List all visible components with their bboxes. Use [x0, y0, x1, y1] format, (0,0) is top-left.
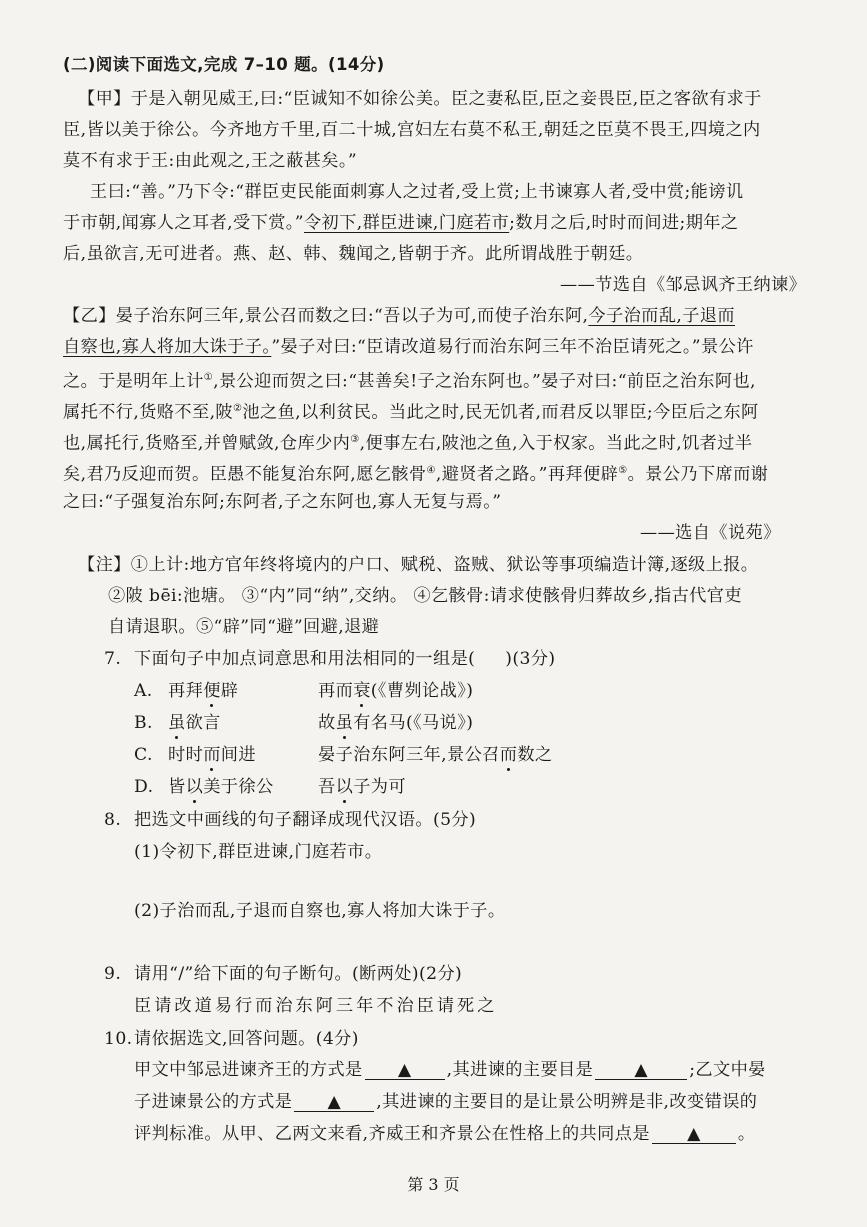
q10-line-3 [134, 1123, 756, 1145]
yi-text: 属托不行,货赂不至,陂 [63, 402, 234, 423]
jia-line-3: 莫不有求于王:由此观之,王之蔽甚矣。” [63, 151, 358, 171]
yi-text: 之。于是明年上计 [63, 371, 204, 392]
q10-text: ,其进谏的主要目是 [446, 1060, 594, 1080]
jia-source: ——节选自《邹忌讽齐王纳谏》 [560, 275, 807, 295]
yi-source: ——选自《说苑》 [640, 523, 781, 543]
note-line-2: ②陂 bēi:池塘。 ③“内”同“纳”,交纳。 ④乞骸骨:请求使骸骨归葬故乡,指古代官吏 [108, 586, 742, 606]
underlined-sentence-2a: 今子治而乱,子退而 [588, 306, 735, 326]
jia-line-4: 王曰:“善。”乃下令:“群臣吏民能面刺寡人之过者,受上赏;上书谏寡人者,受中赏;能谤讥 [90, 182, 744, 202]
q7-option-b-right: 故虽有名马(《马说》) [318, 713, 474, 733]
jia-text: 于市朝,闻寡人之耳者,受下赏。” [63, 213, 304, 233]
q7-option-b-left: 虽欲言 [168, 713, 221, 733]
q8-sentence-2: (2)子治而乱,子退而自察也,寡人将加大诛于子。 [134, 901, 506, 921]
q10-line-2 [134, 1091, 757, 1113]
q7-option-c-right: 晏子治东阿三年,景公召而数之 [318, 745, 553, 765]
yi-text: ,避贤者之路。”再拜便辟 [435, 464, 619, 485]
note-ref-2: ② [233, 403, 243, 414]
dotted-char: 以 [185, 777, 204, 797]
q9-number: 9. [104, 964, 122, 984]
yi-line-3 [63, 367, 756, 393]
q7-option-d-right: 吾以子为可 [318, 777, 406, 797]
jia-text: ;数月之后,时时而间进;期年之 [509, 213, 739, 233]
q10-text: 甲文中邹忌进谏齐王的方式是 [134, 1060, 363, 1080]
yi-line-7: 之曰:“子强复治东阿;东阿者,子之东阿也,寡人无复与焉。” [63, 492, 502, 512]
note-ref-3: ③ [350, 434, 360, 445]
q7-option-c-left: 时时而间进 [168, 745, 256, 765]
q7-stem [134, 648, 556, 670]
q10-text: 。 [737, 1124, 756, 1144]
page-number: 第 3 页 [407, 1175, 460, 1194]
q10-answer-blank-2[interactable]: ▲ [595, 1061, 687, 1080]
jia-line-2: 臣,皆以美于徐公。今齐地方千里,百二十城,宫妇左右莫不私王,朝廷之臣莫不畏王,四境之内 [63, 120, 761, 140]
q10-text: 评判标准。从甲、乙两文来看,齐威王和齐景公在性格上的共同点是 [134, 1124, 650, 1144]
q10-number: 10. [104, 1029, 133, 1049]
q10-text: 子进谏景公的方式是 [134, 1092, 293, 1112]
dotted-char: 虽 [335, 713, 354, 733]
yi-text: 也,属托行,货赂至,并曾赋敛,仓库少内 [63, 433, 351, 454]
q7-number: 7. [104, 649, 122, 669]
yi-line-6 [63, 460, 768, 486]
note-line-1: 【注】①上计:地方官年终将境内的户口、赋税、盗贼、狱讼等事项编造计簿,逐级上报。 [78, 555, 759, 575]
q7-option-a-right: 再而衰(《曹刿论战》) [318, 681, 474, 701]
yi-text: 【乙】晏子治东阿三年,景公召而数之曰:“吾以子为可,而使子治东阿, [63, 306, 589, 326]
q7-points: )(3分) [505, 649, 556, 669]
yi-text: ,景公迎而贺之曰:“甚善矣!子之治东阿也。”晏子对曰:“前臣之治东阿也, [213, 371, 756, 392]
dotted-char: 以 [335, 777, 354, 797]
q8-stem: 把选文中画线的句子翻译成现代汉语。(5分) [134, 810, 477, 830]
q9-stem: 请用“/”给下面的句子断句。(断两处)(2分) [134, 964, 463, 984]
underlined-sentence-2b: 自察也,寡人将加大诛于子。 [63, 337, 272, 357]
note-ref-4: ④ [426, 465, 436, 476]
q9-sentence: 臣请改道易行而治东阿三年不治臣请死之 [134, 996, 498, 1016]
dotted-char: 而 [203, 745, 221, 765]
underlined-sentence-1: 令初下,群臣进谏,门庭若市 [303, 213, 510, 233]
q10-answer-blank-1[interactable]: ▲ [365, 1061, 445, 1080]
yi-text: ,便事左右,陂池之鱼,入于权家。当此之时,饥者过半 [359, 433, 753, 454]
dotted-char: 而 [499, 745, 518, 765]
q7-stem-text: 下面句子中加点词意思和用法相同的一组是( [134, 649, 476, 669]
yi-line-5 [63, 429, 752, 455]
jia-line-6: 后,虽欲言,无可进者。燕、赵、韩、魏闻之,皆朝于齐。此所谓战胜于朝廷。 [63, 244, 644, 264]
section-heading: (二)阅读下面选文,完成 7–10 题。(14分) [63, 55, 385, 74]
q10-text: ,其进谏的主要目的是让景公明辨是非,改变错误的 [376, 1092, 758, 1112]
q7-option-d-letter: D. [134, 777, 154, 797]
q10-answer-blank-3[interactable]: ▲ [294, 1093, 374, 1112]
dotted-char: 虽 [168, 713, 186, 733]
dotted-char: 衰 [353, 681, 371, 701]
yi-text: 。景公乃下席而谢 [627, 464, 769, 485]
q7-option-b-letter: B. [134, 713, 153, 733]
jia-line-1: 【甲】于是入朝见威王,曰:“臣诚知不如徐公美。臣之妻私臣,臣之妾畏臣,臣之客欲有求于 [78, 89, 762, 109]
q8-number: 8. [104, 810, 122, 830]
q7-option-a-left: 再拜便辟 [168, 681, 239, 701]
q10-answer-blank-4[interactable]: ▲ [652, 1125, 736, 1144]
yi-line-4 [63, 398, 759, 424]
note-line-3: 自请退职。⑤“辟”同“避”回避,退避 [108, 617, 380, 637]
yi-text: 矣,君乃反迎而贺。臣愚不能复治东阿,愿乞骸骨 [63, 464, 427, 485]
q7-option-d-left: 皆以美于徐公 [168, 777, 274, 797]
q10-text: ;乙文中晏 [689, 1060, 766, 1080]
q10-line-1 [134, 1059, 766, 1081]
note-ref-5: ⑤ [618, 465, 628, 476]
note-ref-1: ① [203, 372, 214, 383]
q10-stem: 请依据选文,回答问题。(4分) [134, 1029, 359, 1049]
yi-line-1 [63, 305, 735, 327]
q8-sentence-1: (1)令初下,群臣进谏,门庭若市。 [134, 842, 383, 862]
yi-text: ”晏子对曰:“臣请改道易行而治东阿三年不治臣请死之。”景公许 [271, 337, 754, 357]
dotted-char: 便 [203, 681, 221, 701]
q7-option-a-letter: A. [134, 681, 153, 701]
jia-line-5 [63, 212, 738, 234]
yi-line-2 [63, 336, 754, 358]
q7-option-c-letter: C. [134, 745, 153, 765]
yi-text: 池之鱼,以利贫民。当此之时,民无饥者,而君反以罪臣;今臣后之东阿 [242, 402, 759, 423]
